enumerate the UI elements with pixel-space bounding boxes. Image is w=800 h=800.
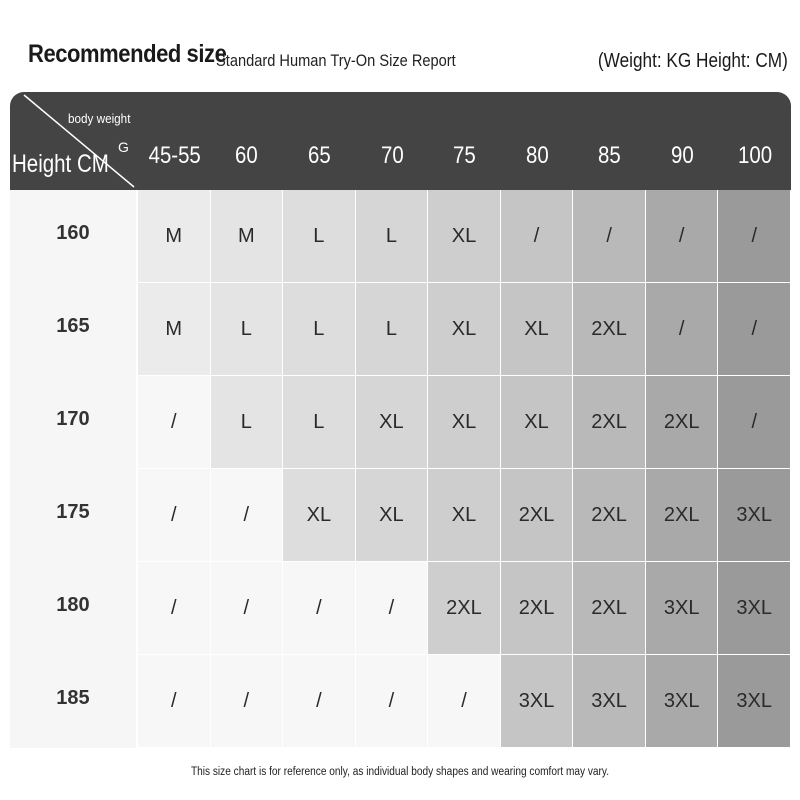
page-subtitle: Standard Human Try-On Size Report xyxy=(216,51,456,70)
height-cell: 170 xyxy=(10,376,138,469)
page-title: Recommended size xyxy=(28,40,227,68)
height-cell: 165 xyxy=(10,283,138,376)
size-cell: L xyxy=(283,283,356,376)
size-cell: XL xyxy=(501,376,574,469)
size-cell: 2XL xyxy=(646,469,719,562)
size-cell: 3XL xyxy=(646,562,719,655)
size-cell: / xyxy=(573,190,646,283)
size-cell: L xyxy=(356,283,429,376)
size-cell: XL xyxy=(428,376,501,469)
size-cell: M xyxy=(138,190,211,283)
weight-header-label: 100 xyxy=(737,142,772,169)
size-cell: L xyxy=(283,376,356,469)
size-cell: / xyxy=(428,655,501,748)
weight-header-cell xyxy=(428,92,501,190)
table-row xyxy=(10,655,791,748)
size-cell: 3XL xyxy=(718,562,791,655)
size-cell: 3XL xyxy=(718,469,791,562)
size-cell: / xyxy=(718,283,791,376)
weight-axis-label: body weight xyxy=(68,111,131,126)
size-cell: / xyxy=(718,376,791,469)
size-cell: 2XL xyxy=(428,562,501,655)
corner-header-cell xyxy=(10,92,138,190)
weight-header-label: 75 xyxy=(453,142,476,169)
footnote: This size chart is for reference only, as individual body shapes and wearing comfort may vary. xyxy=(190,766,610,778)
size-cell: / xyxy=(211,469,284,562)
weight-header-cell xyxy=(211,92,284,190)
size-cell: M xyxy=(138,283,211,376)
weight-header-label: 45-55 xyxy=(148,142,201,169)
size-cell: / xyxy=(138,469,211,562)
size-cell: L xyxy=(356,190,429,283)
size-cell: XL xyxy=(356,376,429,469)
height-cell: 160 xyxy=(10,190,138,283)
weight-header-label: 90 xyxy=(670,142,694,169)
size-cell: XL xyxy=(501,283,574,376)
size-cell: XL xyxy=(283,469,356,562)
table-row xyxy=(10,469,791,562)
size-cell: XL xyxy=(356,469,429,562)
weight-header-cell xyxy=(573,92,646,190)
size-cell: / xyxy=(283,562,356,655)
weight-header-label: 70 xyxy=(380,142,404,169)
size-cell: 2XL xyxy=(501,562,574,655)
size-cell: / xyxy=(646,190,719,283)
weight-header-cell xyxy=(283,92,356,190)
size-cell: 2XL xyxy=(573,562,646,655)
size-cell: 2XL xyxy=(573,283,646,376)
size-cell: 3XL xyxy=(573,655,646,748)
size-cell: L xyxy=(211,376,284,469)
size-cell: 2XL xyxy=(573,469,646,562)
size-cell: 2XL xyxy=(573,376,646,469)
size-cell: L xyxy=(283,190,356,283)
weight-unit-label: G xyxy=(118,139,129,155)
height-axis-label: Height CM xyxy=(12,150,109,178)
size-cell: 3XL xyxy=(501,655,574,748)
size-cell: XL xyxy=(428,283,501,376)
table-row xyxy=(10,190,791,283)
size-cell: / xyxy=(501,190,574,283)
height-cell: 185 xyxy=(10,655,138,748)
size-cell: 3XL xyxy=(718,655,791,748)
weight-header-label: 65 xyxy=(308,142,331,169)
size-cell: / xyxy=(718,190,791,283)
weight-header-cell xyxy=(501,92,574,190)
weight-header-label: 85 xyxy=(598,142,621,169)
table-row xyxy=(10,283,791,376)
size-cell: 3XL xyxy=(646,655,719,748)
weight-header-row xyxy=(138,92,791,190)
size-cell: / xyxy=(211,655,284,748)
size-cell: / xyxy=(138,562,211,655)
weight-header-cell xyxy=(356,92,429,190)
units-note: (Weight: KG Height: CM) xyxy=(598,50,788,72)
table-row xyxy=(10,562,791,655)
size-cell: XL xyxy=(428,469,501,562)
size-cell: XL xyxy=(428,190,501,283)
weight-header-cell xyxy=(646,92,719,190)
size-cell: / xyxy=(138,376,211,469)
size-cell: / xyxy=(356,655,429,748)
size-cell: / xyxy=(646,283,719,376)
weight-header-label: 60 xyxy=(235,142,259,169)
table-header xyxy=(10,92,791,190)
size-chart-table xyxy=(10,92,791,750)
size-cell: / xyxy=(283,655,356,748)
size-cell: / xyxy=(211,562,284,655)
size-cell: / xyxy=(138,655,211,748)
size-cell: M xyxy=(211,190,284,283)
size-cell: 2XL xyxy=(646,376,719,469)
title-row xyxy=(28,40,788,80)
weight-header-label: 80 xyxy=(525,142,549,169)
weight-header-cell xyxy=(138,92,211,190)
weight-header-cell xyxy=(719,92,792,190)
height-cell: 180 xyxy=(10,562,138,655)
size-cell: / xyxy=(356,562,429,655)
size-cell: L xyxy=(211,283,284,376)
table-row xyxy=(10,376,791,469)
size-cell: 2XL xyxy=(501,469,574,562)
height-cell: 175 xyxy=(10,469,138,562)
size-rows xyxy=(10,190,791,748)
